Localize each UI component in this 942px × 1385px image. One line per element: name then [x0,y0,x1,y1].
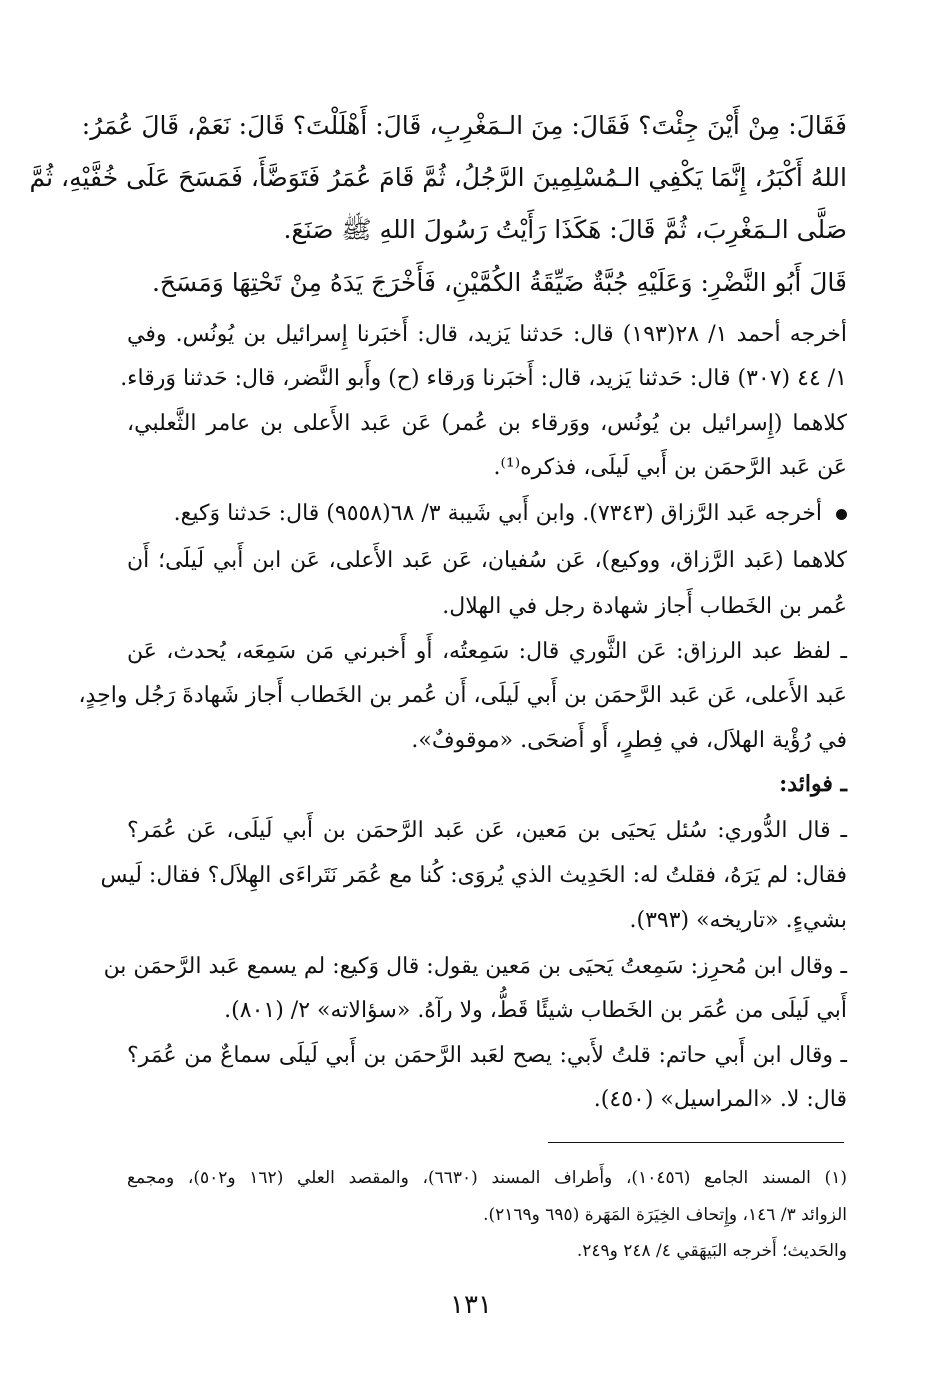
footnote-line: الزوائد ٣/ ١٤٦، وإِتحاف الخِيَرَة المَهَرة (٦٩٥ و٢١٦٩). [483,1205,847,1225]
text-line: عَبد الأَعلى، عَن عَبد الرَّحمَن بن أَبي لَيلَى، أَن عُمر بن الخَطاب أَجاز شَهادةَ رَجُل واحِدٍ، [78,683,847,708]
text-line: ـ وقال ابن مُحرِز: سَمِعتُ يَحيَى بن مَعين يقول: قال وَكيع: لم يسمع عَبد الرَّحمَن بن [103,954,847,979]
section-heading: ـ فوائد: [779,771,847,797]
bullet-icon [836,509,847,520]
page-number: ١٣١ [450,1290,492,1320]
bullet-line [127,495,847,533]
text-line: في رُؤْية الهلاَل، في فِطرٍ، أَو أَضحَى. «موقوفٌ». [411,728,847,753]
text-line: ـ قال الدُّوري: سُئل يَحيَى بن مَعين، عَن عَبد الرَّحمَن بن أَبي لَيلَى، عَن عُمَر؟ [127,818,847,843]
text-line: عَن عَبد الرَّحمَن بن أَبي لَيلَى، فذكره⁽¹⁾. [493,455,847,480]
text-line: قال: لا. «المراسيل» (٤٥٠). [593,1087,847,1112]
text-line: كلاهما (عَبد الرَّزاق، ووكيع)، عَن سُفيان، عَن عَبد الأَعلى، عَن ابن أَبي لَيلَى؛ أَن [127,548,847,573]
footnote-line: والحَديث؛ أَخرجه البَيهَقي ٤/ ٢٤٨ و٢٤٩. [576,1241,847,1261]
text-line: اللهُ أَكْبَرُ، إِنَّمَا يَكْفِي الـمُسْلِمِينَ الرَّجُلُ، ثُمَّ قَامَ عُمَرُ فَتَوَضَّأَ، فَمَسَحَ عَلَى خُفَّيْهِ، ثُمَّ [29,163,847,192]
text-line: قَالَ أَبُو النَّضْرِ: وَعَلَيْهِ جُبَّةٌ ضَيِّقَةُ الكُمَّيْنِ، فَأَخْرَجَ يَدَهُ مِنْ تَحْتِهَا وَمَسَحَ. [151,268,847,297]
text-line: عُمر بن الخَطاب أَجاز شهادة رجل في الهلال. [442,594,847,619]
text-line: صَلَّى الـمَغْرِبَ، ثُمَّ قَالَ: هَكَذَا رَأَيْتُ رَسُولَ اللهِ ﷺ صَنَعَ. [283,215,847,244]
text-line: أَبي لَيلَى من عُمَر بن الخَطاب شيئًا قَطُّ، ولا رآهُ. «سؤالاته» ٢/ (٨٠١). [224,998,847,1023]
text-line: أخرجه أحمد ١/ ٢٨(١٩٣) قال: حَدثنا يَزيد، قال: أَخبَرنا إِسرائيل بن يُونُس. وفي [127,322,848,347]
text-line: ـ لفظ عبد الرزاق: عَن الثَّوري قال: سَمِعتُه، أَو أَخبرني مَن سَمِعَه، يُحدث، عَن [127,639,847,664]
text-line: ١/ ٤٤ (٣٠٧) قال: حَدثنا يَزيد، قال: أَخبَرنا وَرقاء (ح) وأَبو النَّضر، قال: حَدثنا وَرقاء. [120,366,847,391]
text-line: بشيءٍ. «تاريخه» (٣٩٣). [629,908,847,933]
text-line: أخرجه عَبد الرَّزاق (٧٣٤٣). وابن أَبي شَيبة ٣/ ٦٨(٩٥٥٨) قال: حَدثنا وَكيع. [173,501,822,526]
text-line: فَقَالَ: مِنْ أَيْنَ جِئْتَ؟ فَقَالَ: مِنَ الـمَغْرِبِ، قَالَ: أَهْلَلْتَ؟ قَالَ: نَعَمْ، قَالَ عُمَرُ: [81,111,847,140]
footnote-divider [548,1142,844,1143]
text-line: كلاهما (إِسرائيل بن يُونُس، ووَرقاء بن عُمر) عَن عَبد الأَعلى بن عامر الثَّعلبي، [127,411,847,436]
footnote-line: (١) المسند الجامع (١٠٤٥٦)، وأَطراف المسند (٦٦٣٠)، والمقصد العلي (١٦٢ و٥٠٢)، ومجمع [127,1168,847,1188]
text-line: ـ وقال ابن أَبي حاتم: قلتُ لأَبي: يصح لعَبد الرَّحمَن بن أَبي لَيلَى سماعٌ من عُمَر؟ [127,1043,847,1068]
text-line: فقال: لم يَرَهُ، فقلتُ له: الحَدِيث الذي يُروَى: كُنا مع عُمَر نَتَراءَى الهِلاَل؟ فقال: لَيس [100,863,847,888]
